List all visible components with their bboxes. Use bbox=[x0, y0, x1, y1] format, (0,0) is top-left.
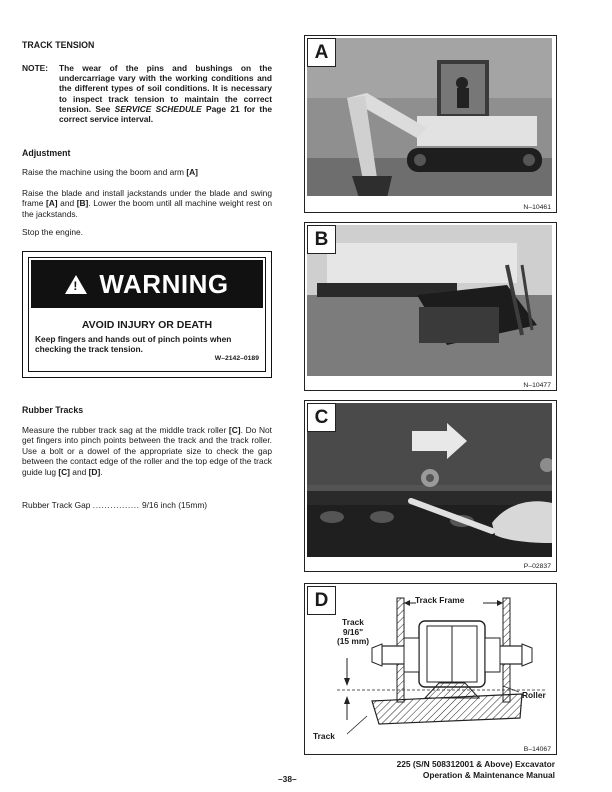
rt-ref-c2: [C] bbox=[58, 466, 70, 477]
figure-a-code: N–10461 bbox=[523, 204, 551, 211]
figure-d-diagram bbox=[307, 586, 554, 740]
step2-ref-a: [A] bbox=[45, 198, 58, 209]
figure-c-label: C bbox=[307, 403, 336, 432]
label-track-gap-line2: 9/16" bbox=[342, 626, 364, 637]
figure-b-photo bbox=[307, 225, 554, 376]
warning-subtitle: AVOID INJURY OR DEATH bbox=[81, 319, 213, 331]
figure-d bbox=[304, 583, 557, 755]
footer-manual-line: Operation & Maintenance Manual bbox=[422, 769, 555, 780]
rt-text-d: . bbox=[100, 466, 103, 477]
warning-code: W–2142–0189 bbox=[214, 355, 259, 362]
rt-text-b: . Do Not get fingers into pinch points between the track and the track roller. Use a bolt or a dowel of the appropriate size to check the gap between the contact edge of the roller and the top edge of the track guide lug bbox=[22, 425, 272, 477]
step2-text-c: . Lower the boom until all machine weight rest on the jackstands. bbox=[22, 198, 272, 219]
rubber-track-gap-spec bbox=[22, 500, 272, 510]
footer-model-line: 225 (S/N 508312001 & Above) Excavator bbox=[396, 759, 555, 769]
rubber-tracks-paragraph bbox=[22, 425, 272, 477]
rt-ref-c: [C] bbox=[228, 425, 241, 435]
page-number: –38– bbox=[278, 774, 297, 784]
warning-triangle-icon bbox=[65, 275, 87, 294]
adjustment-heading: Adjustment bbox=[22, 148, 71, 158]
figure-c-code: P–02837 bbox=[523, 563, 551, 570]
label-track-frame: Track Frame bbox=[415, 595, 465, 605]
step2-text-a: Raise the blade and install jackstands under the blade and swing frame bbox=[22, 188, 272, 209]
gap-leader-dots: ................ bbox=[92, 500, 140, 510]
rt-text-a: Measure the rubber track sag at the middle track roller bbox=[22, 425, 229, 435]
label-track-gap-line3: (15 mm) bbox=[336, 636, 370, 647]
figure-b-code: N–10477 bbox=[523, 382, 551, 389]
note-body bbox=[59, 63, 272, 124]
label-track-gap-line1: Track bbox=[342, 617, 364, 627]
footer-manual-title bbox=[397, 759, 555, 780]
figure-a bbox=[304, 35, 557, 213]
label-track-gap bbox=[323, 618, 383, 647]
figure-d-label: D bbox=[307, 586, 336, 615]
gap-label: Rubber Track Gap bbox=[22, 500, 91, 510]
warning-body: Keep fingers and hands out of pinch points when checking the track tension. bbox=[35, 334, 232, 355]
note-label: NOTE: bbox=[22, 63, 49, 73]
gap-value: 9/16 inch (15mm) bbox=[141, 500, 208, 510]
step2-text-b: and bbox=[57, 198, 77, 209]
note-block bbox=[22, 63, 272, 124]
rt-ref-d: [D] bbox=[88, 466, 101, 477]
figure-d-code: B–14067 bbox=[523, 746, 551, 753]
label-roller: Roller bbox=[522, 690, 546, 700]
section-title: TRACK TENSION bbox=[22, 40, 95, 50]
note-text-end: Page 21 for the correct service interval. bbox=[59, 103, 272, 125]
adjustment-step-3: Stop the engine. bbox=[22, 227, 84, 237]
figure-b bbox=[304, 222, 557, 391]
figure-c-photo bbox=[307, 403, 554, 557]
warning-title: WARNING bbox=[99, 268, 229, 299]
rt-text-c: and bbox=[69, 466, 89, 477]
figure-c bbox=[304, 400, 557, 572]
warning-exclamation: ! bbox=[73, 278, 78, 293]
step1-ref: [A] bbox=[186, 167, 198, 177]
adjustment-step-1 bbox=[22, 167, 272, 177]
service-schedule-ref: SERVICE SCHEDULE bbox=[114, 103, 202, 114]
label-track: Track bbox=[313, 731, 335, 741]
rubber-tracks-heading: Rubber Tracks bbox=[22, 405, 84, 415]
note-text: The wear of the pins and bushings on the undercarriage vary with the working conditions and the different types of soil conditions. It is necessary to inspect track tension to maintain the correct tension. See bbox=[59, 63, 272, 114]
step2-ref-b: [B] bbox=[76, 198, 89, 209]
warning-banner bbox=[31, 260, 263, 308]
figure-b-label: B bbox=[307, 225, 336, 254]
step1-text: Raise the machine using the boom and arm bbox=[22, 167, 187, 177]
warning-box bbox=[22, 251, 272, 378]
figure-a-label: A bbox=[307, 38, 336, 67]
adjustment-step-2 bbox=[22, 188, 272, 219]
figure-a-photo bbox=[307, 38, 554, 198]
